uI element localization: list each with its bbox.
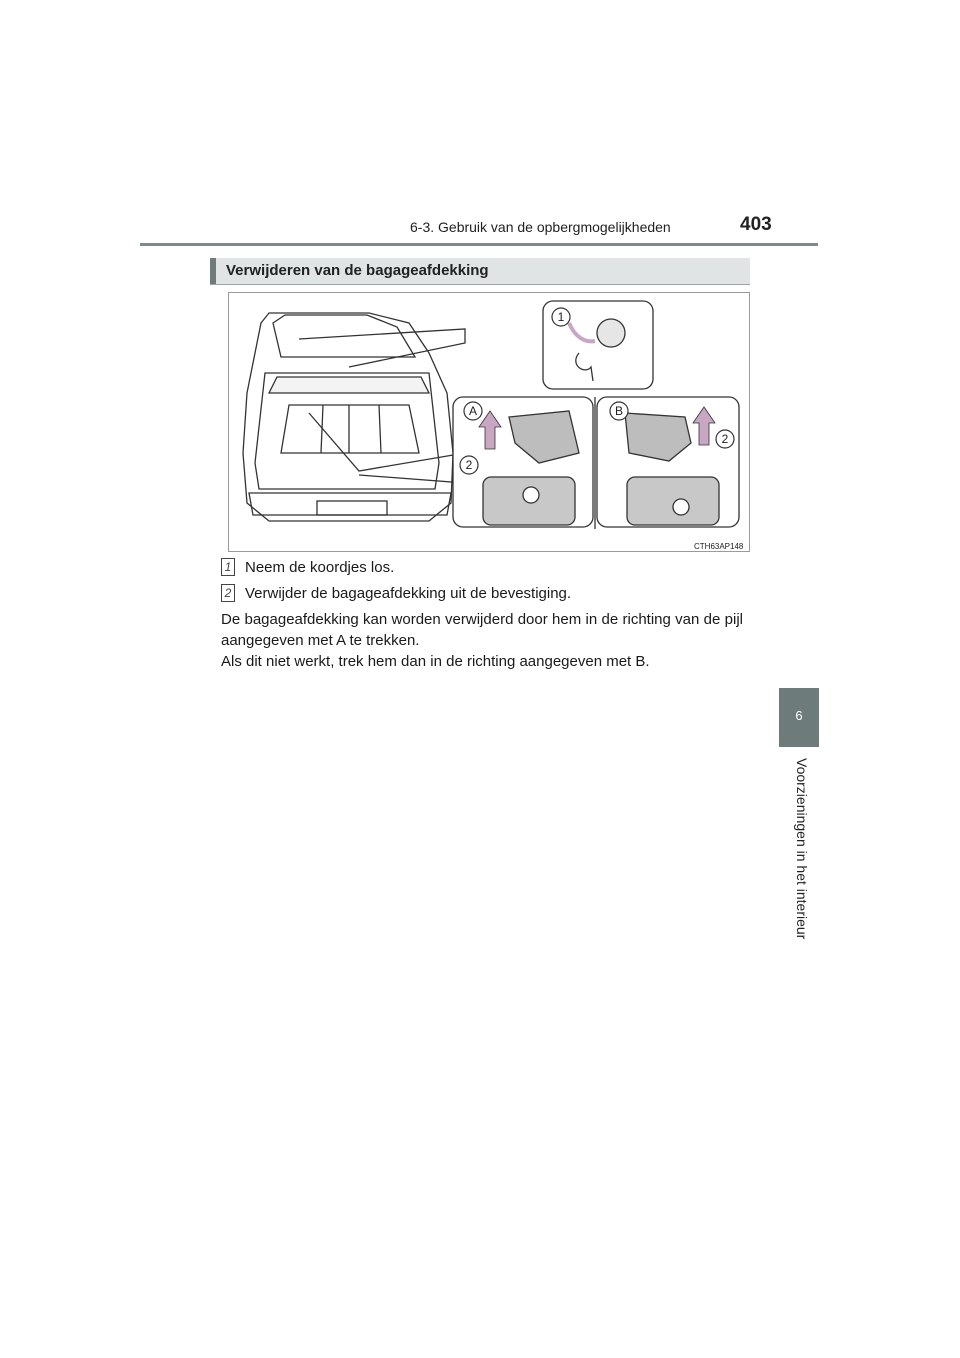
callout-b: B — [614, 404, 624, 418]
car-outline — [243, 313, 453, 521]
leader-lines-top — [299, 329, 465, 367]
license-plate — [317, 501, 387, 515]
figure-code: CTH63AP148 — [694, 542, 744, 551]
callout-2-right: 2 — [721, 432, 729, 446]
callout-1: 1 — [557, 310, 565, 324]
explanation-line-1: De bagageafdekking kan worden verwijderd door hem in de richting van de pijl aangegeven met A te trekken. — [221, 611, 743, 649]
header-rule — [140, 243, 818, 246]
section-underline — [210, 284, 750, 285]
explanation-paragraph — [221, 609, 743, 672]
chapter-title: Voorzieningen in het interieur — [794, 758, 810, 940]
running-header-section: 6-3. Gebruik van de opbergmogelijkheden — [410, 219, 671, 235]
step-1-text: Neem de koordjes los. — [245, 559, 395, 576]
chapter-title-vertical — [768, 758, 828, 958]
rear-seats — [281, 405, 419, 453]
step-2-text: Verwijder de bagageafdekking uit de bevestiging. — [245, 585, 572, 602]
section-title: Verwijderen van de bagageafdekking — [226, 262, 489, 279]
explanation-line-2: Als dit niet werkt, trek hem dan in de richting aangegeven met B. — [221, 653, 650, 670]
luggage-cover-illustration — [228, 292, 750, 552]
zoom-b — [627, 477, 719, 525]
section-heading-marker — [210, 258, 216, 284]
chapter-number: 6 — [795, 708, 803, 723]
callout-a: A — [468, 404, 478, 418]
page-number: 403 — [740, 214, 772, 235]
rear-bumper — [249, 493, 451, 515]
illustration-drawing — [229, 293, 749, 551]
step-1 — [221, 558, 394, 576]
knob — [597, 319, 625, 347]
step-2 — [221, 584, 571, 602]
step-1-number: 1 — [221, 558, 235, 576]
luggage-cover-shape — [269, 377, 429, 393]
step-2-number: 2 — [221, 584, 235, 602]
section-heading-bar — [210, 258, 750, 284]
leader-lines-bottom — [309, 413, 465, 483]
callout-2-left: 2 — [465, 458, 473, 472]
chapter-tab — [779, 688, 819, 747]
